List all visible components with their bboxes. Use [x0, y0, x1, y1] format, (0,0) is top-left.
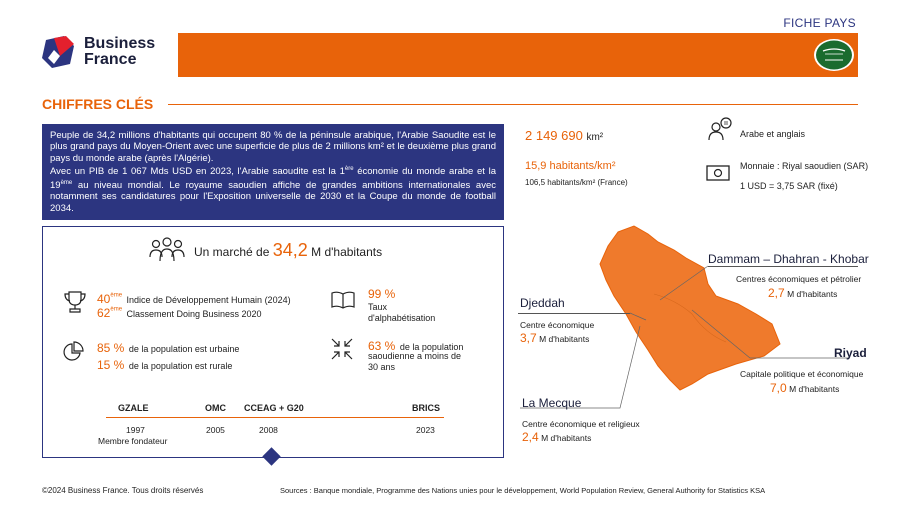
city-riyad-pop: 7,0 M d'habitants	[770, 381, 840, 395]
city-djeddah-name: Djeddah	[520, 296, 565, 310]
brand-line-1: Business	[84, 35, 156, 52]
book-icon	[330, 290, 356, 310]
trophy-icon	[62, 290, 88, 314]
rural-stat: 15 % de la population est rurale	[97, 358, 233, 372]
language-text: Arabe et anglais	[740, 129, 806, 139]
timeline-year-2008: 2008	[259, 425, 278, 435]
timeline-year-2005: 2005	[206, 425, 225, 435]
compress-arrows-icon	[330, 337, 354, 361]
density-france: 106,5 habitants/km² (France)	[525, 178, 628, 187]
idh-stat: 40ème Indice de Développement Humain (2024)	[97, 292, 291, 306]
doing-business-stat: 62ème Classement Doing Business 2020	[97, 306, 262, 320]
young-pop-label-3: 30 ans	[368, 362, 396, 372]
section-divider	[168, 104, 858, 105]
timeline-label-brics: BRICS	[412, 403, 441, 413]
language-speaker-icon	[706, 116, 734, 144]
banknote-icon	[706, 164, 730, 182]
brand-name	[84, 36, 155, 68]
business-france-logo	[40, 34, 180, 74]
section-title: CHIFFRES CLÉS	[42, 96, 154, 112]
timeline-label-cceag: CCEAG + G20	[244, 403, 304, 413]
literacy-label-1: Taux	[368, 302, 388, 312]
city-djeddah-pop: 3,7 M d'habitants	[520, 331, 590, 345]
market-size: Un marché de 34,2 M d'habitants	[194, 240, 383, 260]
city-djeddah-desc: Centre économique	[520, 320, 595, 330]
business-france-logo-icon	[40, 34, 76, 70]
timeline-label-omc: OMC	[205, 403, 226, 413]
footer-sources: Sources : Banque mondiale, Programme des Nations unies pour le développement, World Population Review, General Authority for Statistics KSA	[280, 486, 766, 495]
literacy-pct: 99 %	[368, 287, 396, 301]
intro-paragraph-2: Avec un PIB de 1 067 Mds USD en 2023, l'Arabie saoudite est la 1ère économie du monde arabe et la 19ème au niveau mondial. Le royaume saoudien affiche de grandes ambitions internationales avec notamment ses candidatures pour l'Exposition universelle de 2030 et la Coupe du monde de football 2034.	[50, 166, 496, 214]
fiche-pays-label: FICHE PAYS	[783, 16, 856, 30]
young-pop-stat: 63 % de la population	[368, 339, 464, 353]
city-dammam-pop: 2,7 M d'habitants	[768, 286, 838, 300]
city-mecque-desc: Centre économique et religieux	[522, 419, 640, 429]
pie-chart-icon	[62, 341, 84, 363]
city-riyad-name: Riyad	[834, 346, 867, 360]
timeline-year-1997: 1997	[126, 425, 145, 435]
city-mecque-name: La Mecque	[522, 396, 582, 410]
footer-copyright: ©2024 Business France. Tous droits réservés	[42, 486, 204, 495]
literacy-label-2: d'alphabétisation	[368, 313, 436, 323]
intro-box	[42, 124, 504, 220]
timeline-year-2023: 2023	[416, 425, 435, 435]
urban-stat: 85 % de la population est urbaine	[97, 341, 240, 355]
timeline-label-gzale: GZALE	[118, 403, 149, 413]
people-icon	[148, 237, 186, 263]
currency-text: Monnaie : Riyal saoudien (SAR)	[740, 161, 869, 171]
header-banner	[178, 33, 858, 77]
brand-line-2: France	[84, 51, 137, 68]
exchange-rate-text: 1 USD = 3,75 SAR (fixé)	[740, 181, 838, 191]
city-dammam-desc: Centres économiques et pétrolier	[736, 274, 862, 284]
intro-paragraph-1: Peuple de 34,2 millions d'habitants qui occupent 80 % de la péninsule arabique, l'Arabie Saoudite est le plus grand pays du Moyen-Orient avec une superficie de plus de 2 millions km² et le deuxième plus grand pays du monde arabe (après l'Algérie).	[50, 130, 496, 164]
city-dammam-name: Dammam – Dhahran - Khobar	[708, 252, 869, 266]
city-riyad-desc: Capitale politique et économique	[740, 369, 864, 379]
young-pop-label-2: saoudienne a moins de	[368, 351, 462, 361]
dammam-underline	[708, 266, 858, 267]
riyad-connector	[680, 300, 850, 370]
timeline-note: Membre fondateur	[98, 436, 168, 446]
timeline-line	[106, 417, 444, 418]
saudi-flag-icon	[813, 38, 855, 72]
area-stat: 2 149 690 km²	[525, 128, 604, 143]
city-mecque-pop: 2,4 M d'habitants	[522, 430, 592, 444]
density-stat: 15,9 habitants/km²	[525, 160, 616, 172]
